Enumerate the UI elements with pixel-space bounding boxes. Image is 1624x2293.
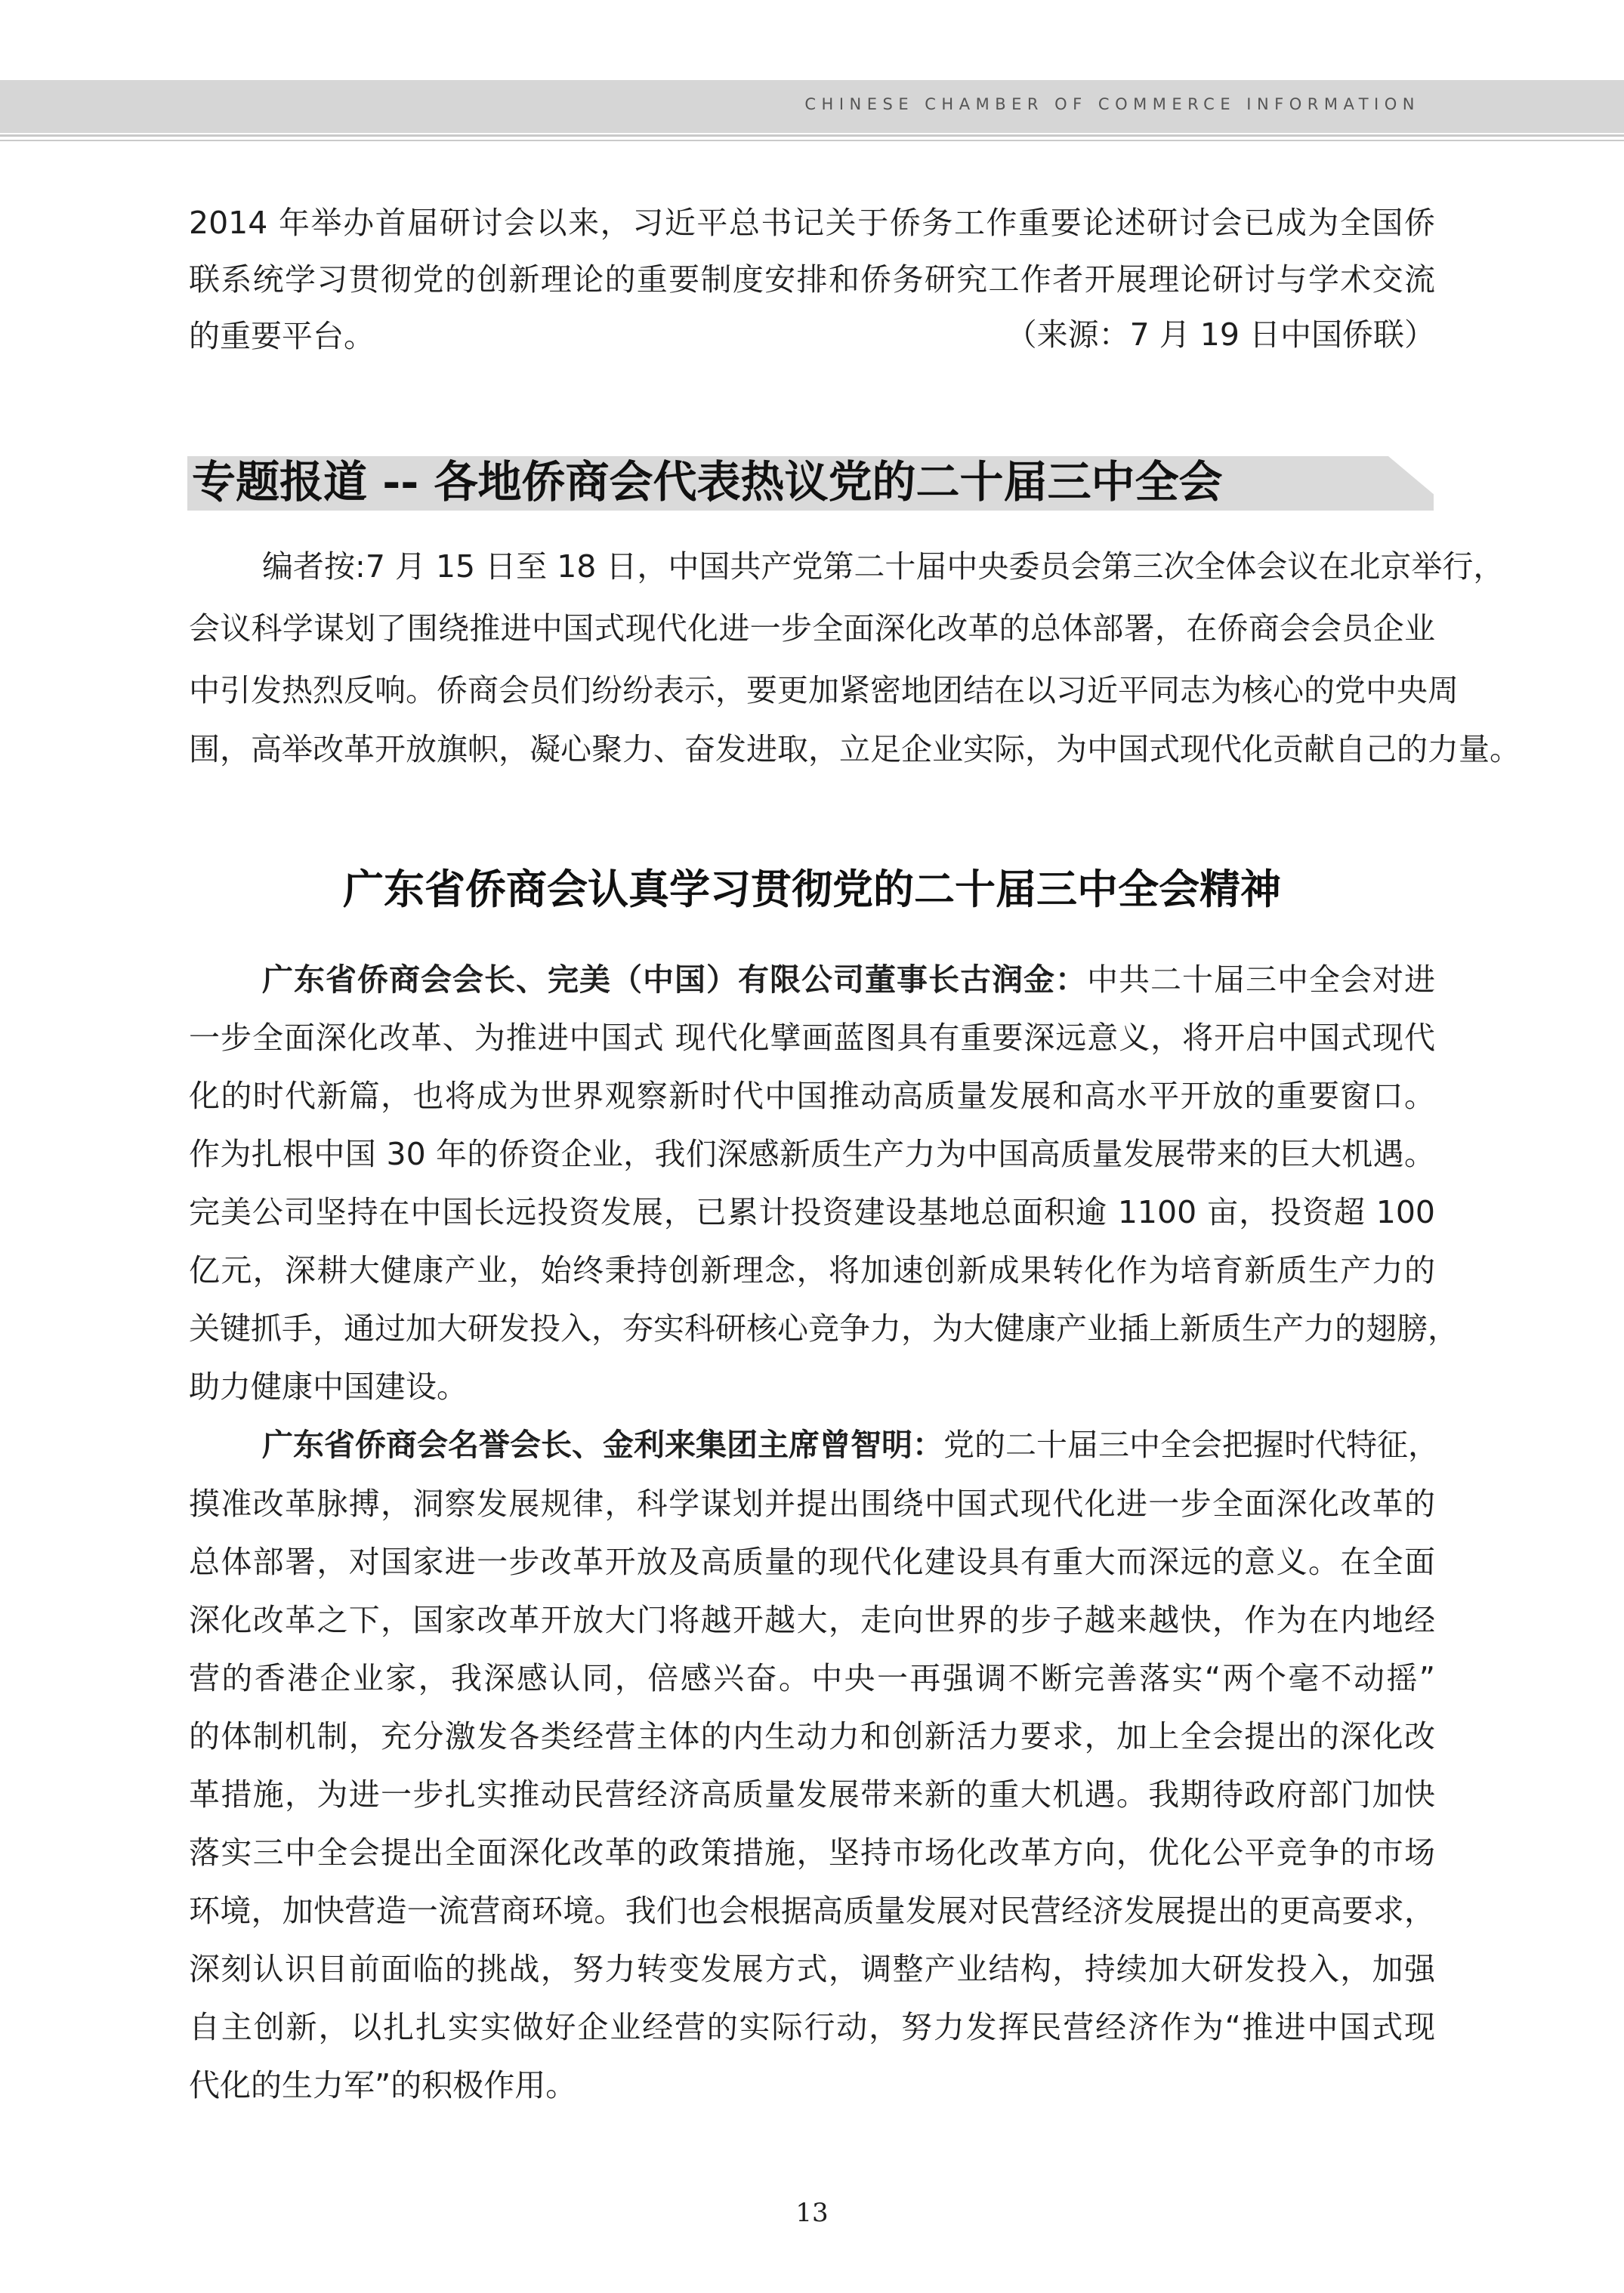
paragraph-line: 化的时代新篇，也将成为世界观察新时代中国推动高质量发展和高水平开放的重要窗口。: [189, 1078, 1435, 1114]
paragraph-line: 深刻认识目前面临的挑战，努力转变发展方式，调整产业结构，持续加大研发投入，加强: [189, 1951, 1435, 1987]
intro-line: 联系统学习贯彻党的创新理论的重要制度安排和侨务研究工作者开展理论研讨与学术交流: [189, 261, 1435, 298]
editor-note-line: 中引发热烈反响。侨商会员们纷纷表示，要更加紧密地团结在以习近平同志为核心的党中央周: [189, 672, 1459, 708]
paragraph-line: 摸准改革脉搏，洞察发展规律，科学谋划并提出围绕中国式现代化进一步全面深化改革的: [189, 1486, 1435, 1522]
paragraph-line: 助力健康中国建设。: [189, 1369, 468, 1405]
paragraph-first-line: [262, 1426, 1439, 1464]
intro-line: 的重要平台。: [189, 318, 375, 354]
paragraph-line: 作为扎根中国 30 年的侨资企业，我们深感新质生产力为中国高质量发展带来的巨大机遇。: [189, 1136, 1435, 1172]
paragraph-line: 深化改革之下，国家改革开放大门将越开越大，走向世界的步子越来越快，作为在内地经: [189, 1602, 1435, 1638]
editor-note-line: 会议科学谋划了围绕推进中国式现代化进一步全面深化改革的总体部署，在侨商会会员企业: [189, 610, 1435, 647]
paragraph-line: 亿元，深耕大健康产业，始终秉持创新理念，将加速创新成果转化作为培育新质生产力的: [189, 1252, 1435, 1288]
publication-name: CHINESE CHAMBER OF COMMERCE INFORMATION: [804, 95, 1420, 113]
header-rule-thin: [0, 140, 1624, 141]
paragraph-line: 自主创新，以扎扎实实做好企业经营的实际行动，努力发挥民营经济作为“推进中国式现: [189, 2009, 1435, 2045]
editor-note-line: 编者按:7 月 15 日至 18 日，中国共产党第二十届中央委员会第三次全体会议在北京举行，: [262, 548, 1505, 585]
page-number: 13: [795, 2198, 829, 2228]
paragraph-line: 的体制机制，充分激发各类经营主体的内生动力和创新活力要求，加上全会提出的深化改: [189, 1718, 1435, 1754]
speaker-name: 广东省侨商会会长、完美（中国）有限公司董事长古润金：: [262, 961, 1087, 998]
article-title: 广东省侨商会认真学习贯彻党的二十届三中全会精神: [343, 866, 1281, 913]
intro-line: 2014 年举办首届研讨会以来，习近平总书记关于侨务工作重要论述研讨会已成为全国侨: [189, 205, 1435, 241]
section-title: 专题报道 -- 各地侨商会代表热议党的二十届三中全会: [192, 456, 1223, 508]
speaker-name: 广东省侨商会名誉会长、金利来集团主席曾智明：: [262, 1427, 943, 1463]
editor-note-line: 围，高举改革开放旗帜，凝心聚力、奋发进取，立足企业实际，为中国式现代化贡献自己的力量。: [189, 731, 1521, 767]
paragraph-line: 完美公司坚持在中国长远投资发展，已累计投资建设基地总面积逾 1100 亩，投资超 100: [189, 1194, 1435, 1230]
paragraph-line: 一步全面深化改革、为推进中国式 现代化擘画蓝图具有重要深远意义，将开启中国式现代: [189, 1020, 1435, 1056]
paragraph-line: 环境，加快营造一流营商环境。我们也会根据高质量发展对民营经济发展提出的更高要求，: [189, 1893, 1435, 1929]
paragraph-line: 落实三中全会提出全面深化改革的政策措施，坚持市场化改革方向，优化公平竞争的市场: [189, 1835, 1435, 1871]
paragraph-line: 营的香港企业家，我深感认同，倍感兴奋。中央一再强调不断完善落实“两个毫不动摇”: [189, 1660, 1435, 1696]
header-rule: [0, 134, 1624, 137]
paragraph-text: 中共二十届三中全会对进: [1087, 961, 1435, 998]
paragraph-line: 总体部署，对国家进一步改革开放及高质量的现代化建设具有重大而深远的意义。在全面: [189, 1544, 1435, 1580]
paragraph-line: 革措施，为进一步扎实推动民营经济高质量发展带来新的重大机遇。我期待政府部门加快: [189, 1776, 1435, 1813]
paragraph-line: 代化的生力军”的积极作用。: [189, 2067, 577, 2103]
paragraph-line: 关键抓手，通过加大研发投入，夯实科研核心竞争力，为大健康产业插上新质生产力的翅膀，: [189, 1310, 1459, 1347]
paragraph-first-line: [262, 961, 1435, 998]
paragraph-text: 党的二十届三中全会把握时代特征，: [943, 1427, 1439, 1463]
source-citation: （来源：7 月 19 日中国侨联）: [1005, 316, 1435, 353]
